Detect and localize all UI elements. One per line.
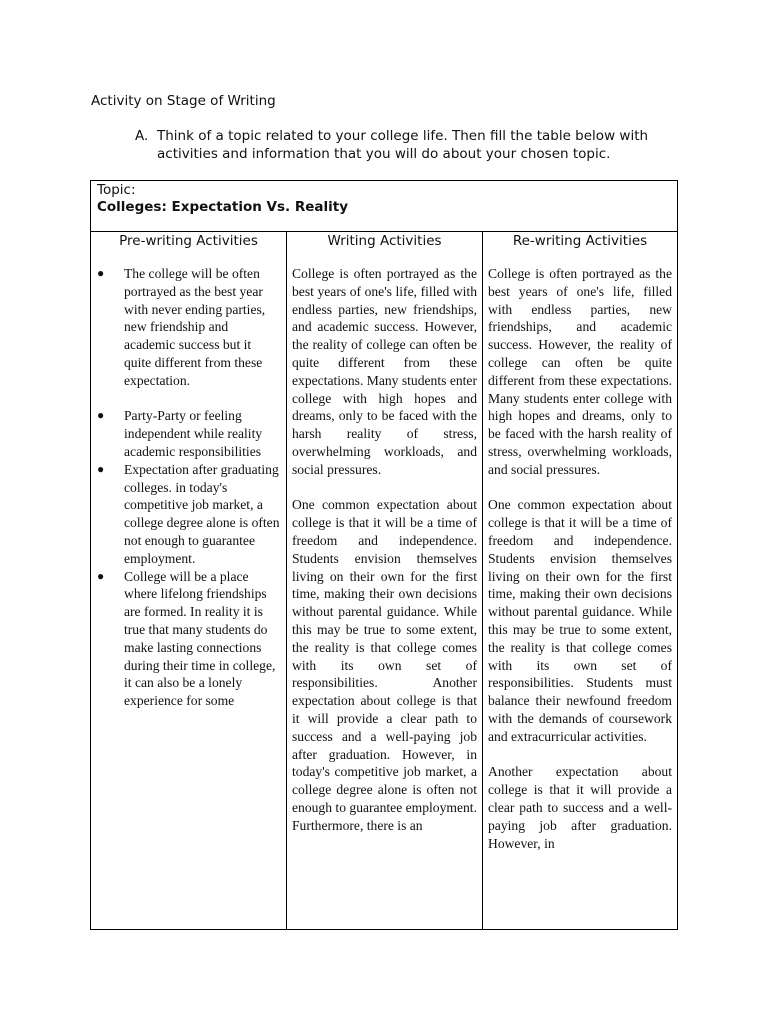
paragraph-spacer [488, 479, 672, 497]
list-item [96, 461, 281, 568]
bullet-icon: ● [97, 568, 105, 583]
document-title: Activity on Stage of Writing [91, 93, 276, 109]
list-item-text: Party-Party or feeling independent while reality academic responsibilities [124, 408, 263, 459]
list-item [96, 265, 281, 390]
topic-name: Colleges: Expectation Vs. Reality [97, 199, 349, 215]
list-item-text: Expectation after graduating colleges. in today's competitive job market, a college degree alone is often not enough to guarantee employment. [124, 461, 280, 566]
writing-paragraph: College is often portrayed as the best years of one's life, filled with endless parties, new friendships, and academic success. However, the reality of college can often be quite different from these expectations. Many students enter college with high hopes and dreams, only to be faced with the harsh reality of stress, overwhelming workloads, and social pressures. [292, 266, 477, 477]
topic-label: Topic: [97, 182, 136, 198]
list-item [96, 568, 281, 710]
topic-cell [91, 181, 677, 232]
instruction-text: Think of a topic related to your college life. Then fill the table below with activities and information that you will do about your chosen topic. [157, 128, 649, 162]
list-item [96, 407, 281, 460]
bullet-icon: ● [97, 408, 105, 423]
instruction-marker: A. [135, 128, 149, 144]
writing-paragraph: One common expectation about college is that it will be a time of freedom and independence. Students envision themselves living on their own for the first time, making their own decisions without parental guidance. While this may be true to some extent, the reality is that college comes with its own set of responsibilities. Another expectation about college is that it will provide a clear path to success and a well-paying job after graduation. However, in today's competitive job market, a college degree alone is often not enough to guarantee employment. Furthermore, there is an [292, 497, 477, 833]
writing-column [287, 232, 483, 929]
rewriting-header: Re-writing Activities [512, 233, 648, 249]
writing-header: Writing Activities [327, 233, 442, 249]
pre-writing-header: Pre-writing Activities [119, 233, 258, 249]
rewriting-paragraph: College is often portrayed as the best years of one's life, filled with endless parties, new friendships, and academic success. However, the reality of college can often be quite different from these expectations. Many students enter college with high hopes and dreams, only to be faced with the harsh reality of stress, overwhelming workloads, and social pressures. [488, 266, 672, 477]
instruction-item [135, 128, 680, 163]
activity-table [90, 180, 678, 930]
list-spacer [96, 390, 281, 408]
list-item-text: College will be a place where lifelong friendships are formed. In reality it is true that many students do make lasting connections during their time in college, it can also be a lonely experience for some [124, 568, 276, 709]
paragraph-spacer [488, 746, 672, 764]
paragraph-spacer [292, 479, 477, 497]
bullet-icon: ● [97, 266, 105, 280]
pre-writing-column [91, 232, 287, 929]
list-item-text: The college will be often portrayed as the best year with never ending parties, new friendship and academic success but it quite different from these expectation. [124, 266, 266, 388]
rewriting-paragraph: One common expectation about college is that it will be a time of freedom and independence. Students envision themselves living on their own for the first time, making their own decisions without parental guidance. While this may be true to some extent, the reality is that college comes with its own set of responsibilities. Students must balance their newfound freedom with the demands of coursework and extracurricular activities. [488, 497, 672, 744]
bullet-icon: ● [97, 461, 105, 476]
rewriting-column [483, 232, 677, 929]
rewriting-paragraph: Another expectation about college is that it will provide a clear path to success and a well-paying job after graduation. However, in [488, 764, 672, 851]
pre-writing-list [96, 265, 281, 710]
